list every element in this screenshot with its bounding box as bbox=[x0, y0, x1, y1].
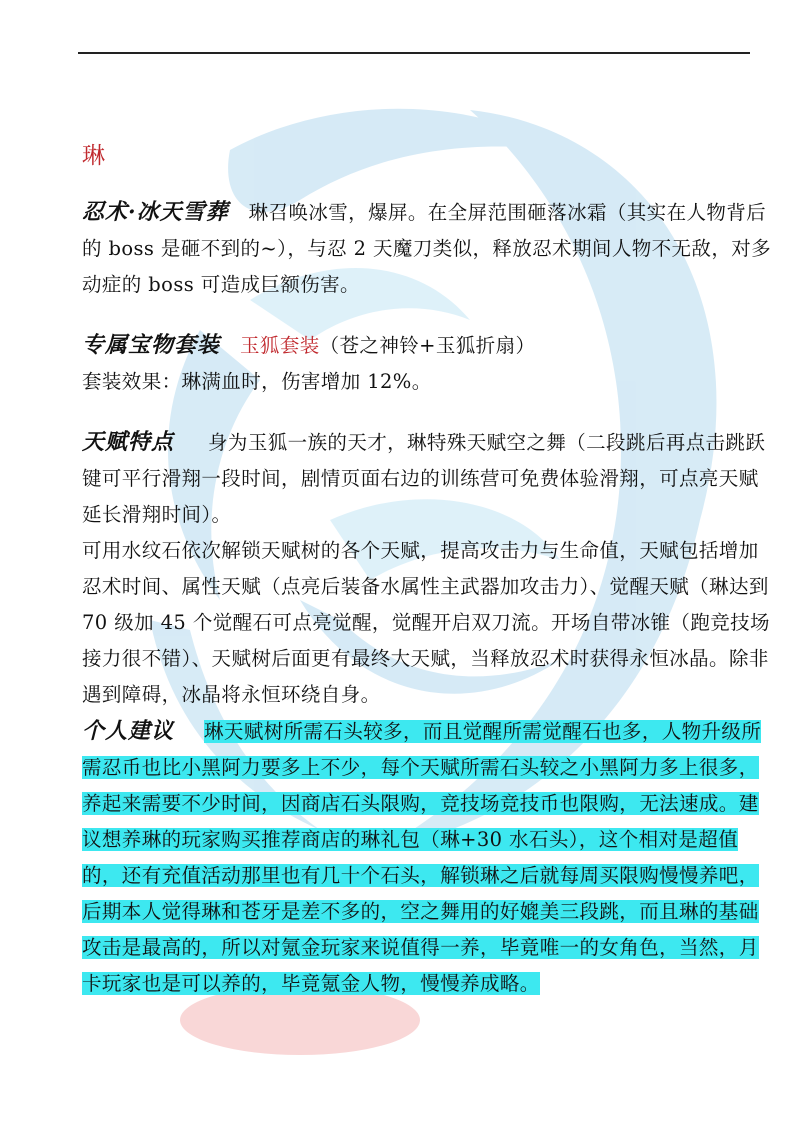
advice-heading: 个人建议 bbox=[82, 718, 175, 744]
treasure-section bbox=[82, 327, 772, 364]
document-body bbox=[82, 140, 772, 1002]
skill-section bbox=[82, 194, 772, 303]
talent-heading: 天赋特点 bbox=[82, 429, 175, 455]
treasure-heading: 专属宝物套装 bbox=[82, 332, 221, 358]
header-rule bbox=[78, 52, 750, 54]
treasure-set-name: 玉狐套装 bbox=[240, 334, 320, 357]
talent-text-2: 可用水纹石依次解锁天赋树的各个天赋，提高攻击力与生命值，天赋包括增加忍术时间、属性天赋（点亮后装备水属性主武器加攻击力）、觉醒天赋（琳达到 70 级加 45 个觉醒石可点亮觉醒，觉醒开启双刀流。开场自带冰锥（跑竞技场接力很不错）、天赋树后面更有最终大天赋，当释放忍术时获得永恒冰晶。除非遇到障碍，冰晶将永恒环绕自身。 bbox=[82, 539, 770, 706]
talent-section bbox=[82, 424, 772, 533]
skill-heading: 忍术·冰天雪葬 bbox=[82, 199, 229, 225]
character-name: 琳 bbox=[82, 143, 105, 169]
skill-text: 琳召唤冰雪，爆屏。在全屏范围砸落冰霜（其实在人物背后的 boss 是砸不到的~），与忍 2 天魔刀类似，释放忍术期间人物不无敌，对多动症的 boss 可造成巨额伤害。 bbox=[82, 201, 772, 296]
advice-text: 琳天赋树所需石头较多，而且觉醒所需觉醒石也多，人物升级所需忍币也比小黑阿力要多上不少，每个天赋所需石头较之小黑阿力多上很多，养起来需要不少时间，因商店石头限购，竞技场竞技币也限购，无法速成。建议想养琳的玩家购买推荐商店的琳礼包（琳+30 水石头），这个相对是超值的，还有充值活动那里也有几十个石头，解锁琳之后就每周买限购慢慢养吧，后期本人觉得琳和苍牙是差不多的，空之舞用的好媲美三段跳，而且琳的基础攻击是最高的，所以对氪金玩家来说值得一养，毕竟唯一的女角色，当然，月卡玩家也是可以养的，毕竟氪金人物，慢慢养成略。 bbox=[82, 720, 762, 995]
treasure-set-items: （苍之神铃+玉狐折扇） bbox=[319, 334, 536, 357]
talent-text-1: 身为玉狐一族的天才，琳特殊天赋空之舞（二段跳后再点击跳跃键可平行滑翔一段时间，剧情页面右边的训练营可免费体验滑翔，可点亮天赋延长滑翔时间）。 bbox=[82, 431, 766, 526]
treasure-effect: 套装效果：琳满血时，伤害增加 12%。 bbox=[82, 370, 432, 393]
advice-section bbox=[82, 713, 772, 1002]
